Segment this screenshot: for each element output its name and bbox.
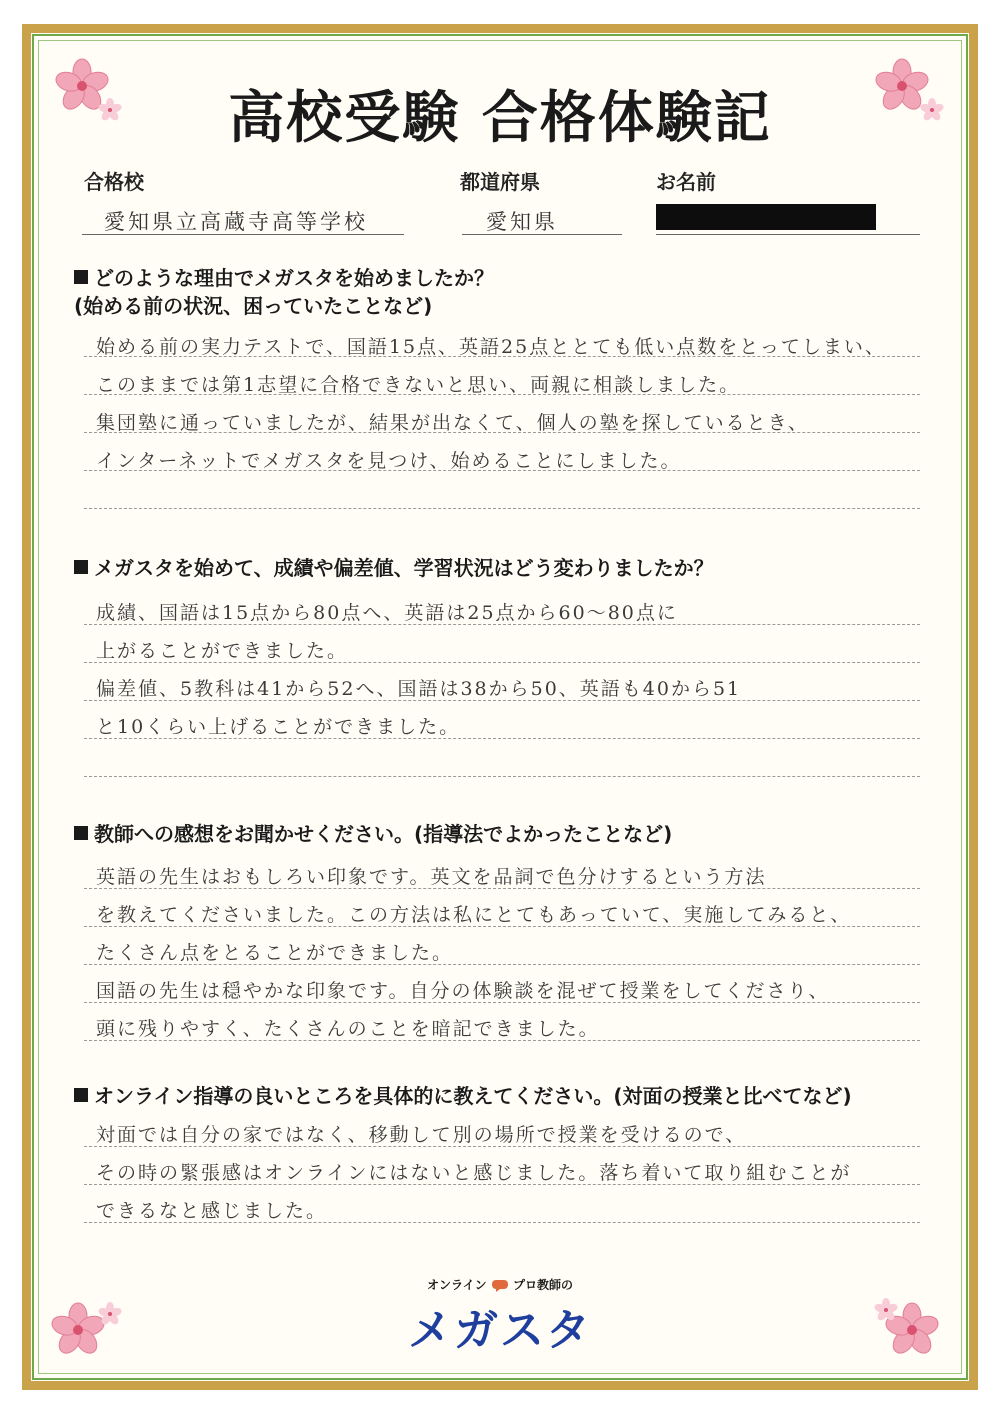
answer-4-line-1: 対面では自分の家ではなく、移動して別の場所で授業を受けるので、 [96,1124,747,1146]
answer-3-line-2: を教えてくださいました。この方法は私にとてもあっていて、実施してみると、 [96,904,852,926]
answer-1-line-4: インターネットでメガスタを見つけ、始めることにしました。 [96,450,682,472]
answer-line [84,508,920,509]
question-4-heading: オンライン指導の良いところを具体的に教えてください。(対面の授業と比べてなど) [74,1080,852,1109]
question-1-heading: どのような理由でメガスタを始めましたか？ [74,262,494,291]
brand-logo: メガスタ [408,1305,592,1356]
prefecture-label: 都道府県 [460,170,540,194]
chat-bubble-icon [491,1279,509,1293]
answer-1-line-3: 集団塾に通っていましたが、結果が出なくて、個人の塾を探しているとき、 [96,412,809,434]
answer-line [84,776,920,777]
answer-3-line-1: 英語の先生はおもしろい印象です。英文を品詞で色分けするという方法 [96,866,767,888]
answer-1-line-2: このままでは第1志望に合格できないと思い、両親に相談しました。 [96,374,741,396]
school-value: 愛知県立高蔵寺高等学校 [104,210,368,234]
name-redaction [656,204,876,230]
answer-4-line-3: できるなと感じました。 [96,1200,328,1222]
school-underline [82,234,404,235]
answer-2-line-1: 成績、国語は15点から80点へ、英語は25点から60〜80点に [96,602,678,624]
answer-3-line-3: たくさん点をとることができました。 [96,942,454,964]
name-underline [656,234,920,235]
answer-2-line-3: 偏差値、5教科は41から52へ、国語は38から50、英語も40から51 [96,678,742,700]
page-title: 高校受験 合格体験記 [228,85,772,151]
answer-3-line-4: 国語の先生は穏やかな印象です。自分の体験談を混ぜて授業をしてくださり、 [96,980,830,1002]
answer-1-line-1: 始める前の実力テストで、国語15点、英語25点ととても低い点数をとってしまい、 [96,336,886,358]
prefecture-value: 愛知県 [486,210,558,234]
name-label: お名前 [656,170,716,194]
question-1-subheading: (始める前の状況、困っていたことなど) [74,294,433,318]
logo-tagline: オンライン プロ教師の [426,1278,574,1292]
school-label: 合格校 [84,170,144,194]
question-2-heading: メガスタを始めて、成績や偏差値、学習状況はどう変わりましたか？ [74,552,714,581]
question-3-heading: 教師への感想をお聞かせください。(指導法でよかったことなど) [74,818,672,847]
answer-2-line-4: と10くらい上げることができました。 [96,716,461,738]
answer-2-line-2: 上がることができました。 [96,640,349,662]
answer-4-line-2: その時の緊張感はオンラインにはないと感じました。落ち着いて取り組むことが [96,1162,852,1184]
answer-3-line-5: 頭に残りやすく、たくさんのことを暗記できました。 [96,1018,600,1040]
prefecture-underline [462,234,622,235]
